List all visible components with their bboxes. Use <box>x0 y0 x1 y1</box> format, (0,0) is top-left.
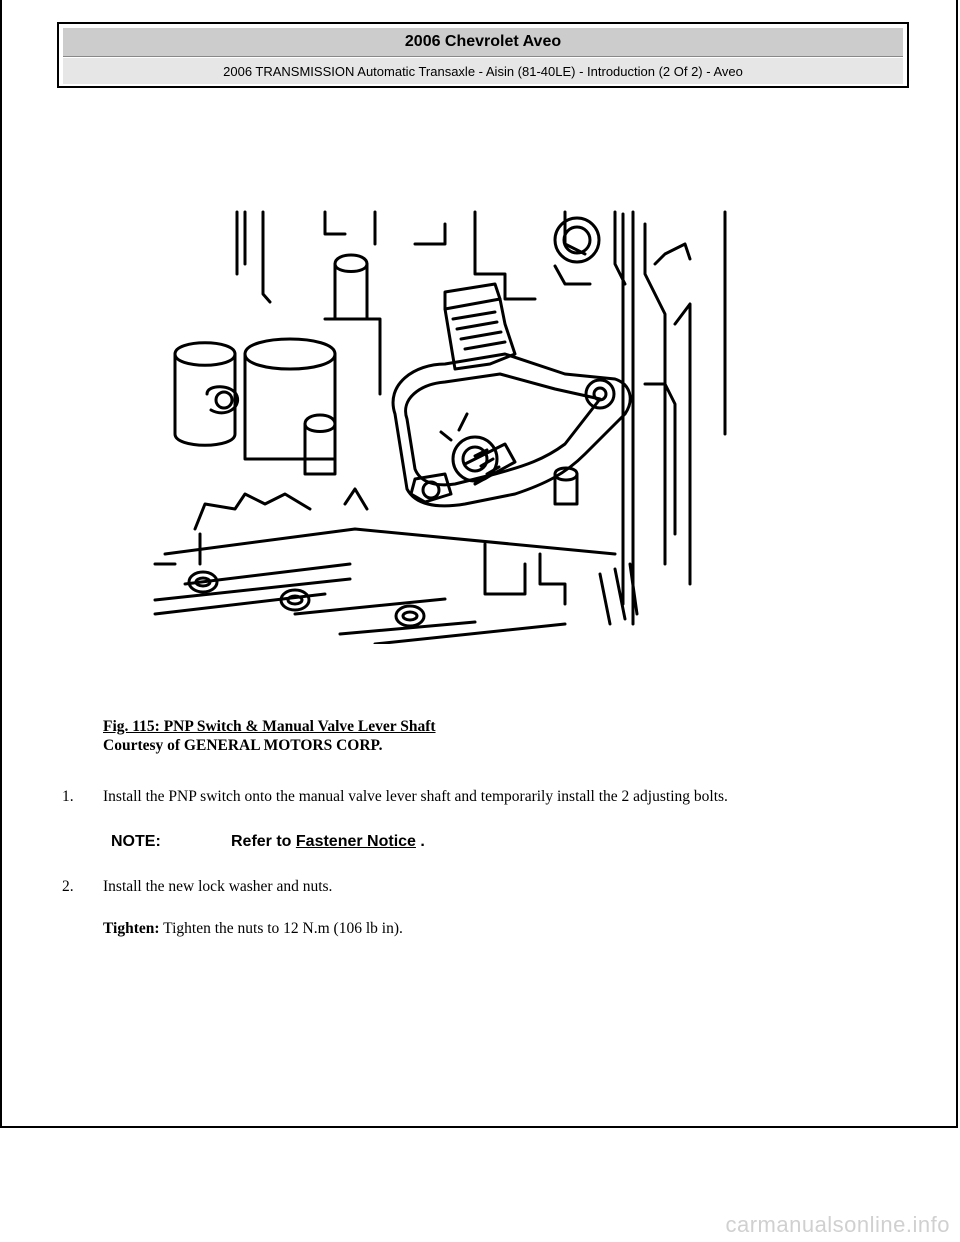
vehicle-title: 2006 Chevrolet Aveo <box>63 28 903 57</box>
figure-courtesy: Courtesy of GENERAL MOTORS CORP. <box>103 737 383 754</box>
fastener-notice-link[interactable]: Fastener Notice <box>295 833 416 850</box>
tighten-text: Tighten the nuts to 12 N.m (106 lb in). <box>163 920 403 937</box>
figure-caption[interactable]: Fig. 115: PNP Switch & Manual Valve Lever Shaft <box>103 718 436 735</box>
note-prefix: Refer to <box>231 833 292 850</box>
step-number: 1. <box>62 788 74 805</box>
watermark: carmanualsonline.info <box>725 1212 950 1237</box>
note-label: NOTE: <box>111 833 161 850</box>
step-text: Install the PNP switch onto the manual valve lever shaft and temporarily install the 2 adjusting bolts. <box>103 788 728 805</box>
step-number: 2. <box>62 878 74 895</box>
pnp-switch-illustration <box>145 204 745 644</box>
step-text: Install the new lock washer and nuts. <box>103 878 333 895</box>
document-header <box>57 22 909 88</box>
tighten-spec <box>103 920 403 938</box>
note-body <box>231 833 425 851</box>
tighten-label: Tighten: <box>103 920 160 937</box>
note-suffix: . <box>420 833 425 850</box>
section-subtitle: 2006 TRANSMISSION Automatic Transaxle - Aisin (81-40LE) - Introduction (2 Of 2) - Aveo <box>63 58 903 84</box>
